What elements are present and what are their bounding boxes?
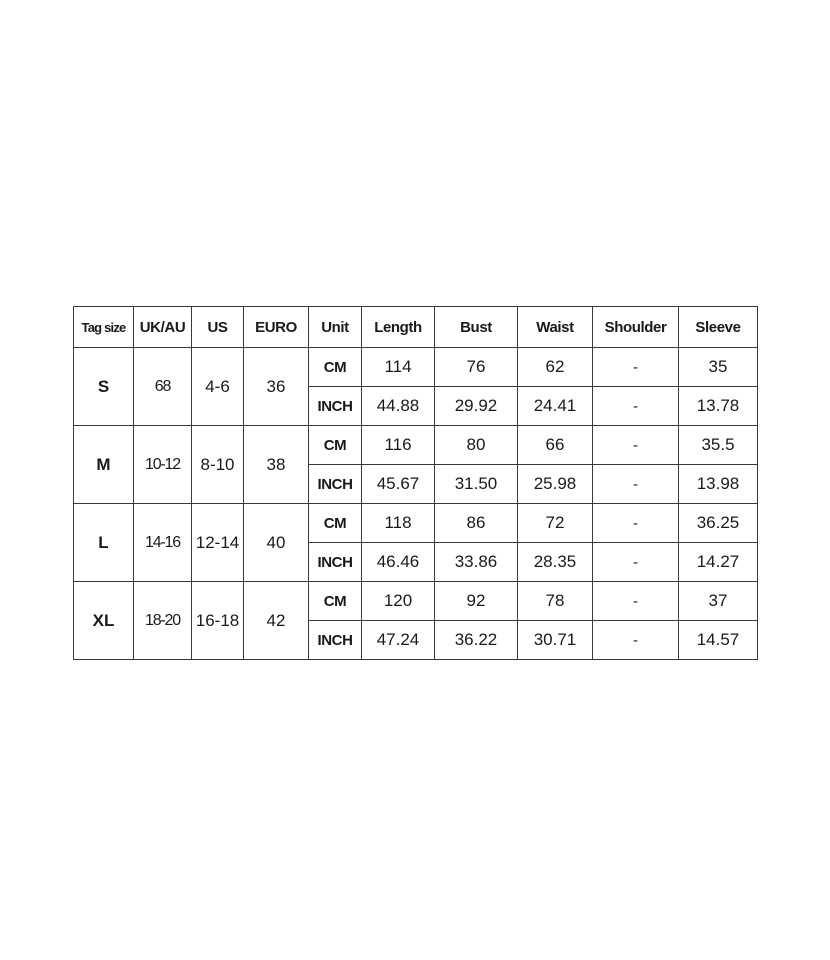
unit-cell: CM [309,426,362,465]
sleeve-cell: 35 [679,348,758,387]
table-header [74,307,758,348]
table-body [74,348,758,660]
us-cell: 16-18 [192,582,244,660]
bust-cell: 31.50 [435,465,518,504]
bust-cell: 76 [435,348,518,387]
shoulder-cell: - [593,543,679,582]
sleeve-cell: 35.5 [679,426,758,465]
tag-size-cell: XL [74,582,134,660]
header-bust: Bust [435,307,518,348]
tag-size-cell: L [74,504,134,582]
shoulder-cell: - [593,426,679,465]
shoulder-cell: - [593,582,679,621]
waist-cell: 62 [518,348,593,387]
unit-cell: INCH [309,621,362,660]
shoulder-cell: - [593,465,679,504]
unit-cell: CM [309,504,362,543]
unit-cell: INCH [309,543,362,582]
waist-cell: 28.35 [518,543,593,582]
header-row [74,307,758,348]
waist-cell: 78 [518,582,593,621]
euro-cell: 40 [244,504,309,582]
table-row [74,426,758,465]
length-cell: 46.46 [362,543,435,582]
unit-cell: INCH [309,387,362,426]
unit-cell: CM [309,582,362,621]
length-cell: 116 [362,426,435,465]
header-shoulder: Shoulder [593,307,679,348]
unit-cell: INCH [309,465,362,504]
sleeve-cell: 14.27 [679,543,758,582]
header-us: US [192,307,244,348]
waist-cell: 25.98 [518,465,593,504]
us-cell: 8-10 [192,426,244,504]
waist-cell: 24.41 [518,387,593,426]
waist-cell: 30.71 [518,621,593,660]
header-euro: EURO [244,307,309,348]
bust-cell: 92 [435,582,518,621]
header-length: Length [362,307,435,348]
shoulder-cell: - [593,348,679,387]
table-row [74,348,758,387]
header-uk-au: UK/AU [134,307,192,348]
tag-size-cell: S [74,348,134,426]
header-tag-size: Tag size [74,307,134,348]
tag-size-cell: M [74,426,134,504]
length-cell: 45.67 [362,465,435,504]
shoulder-cell: - [593,621,679,660]
bust-cell: 33.86 [435,543,518,582]
sleeve-cell: 37 [679,582,758,621]
table-row [74,582,758,621]
waist-cell: 72 [518,504,593,543]
sleeve-cell: 14.57 [679,621,758,660]
waist-cell: 66 [518,426,593,465]
uk-au-cell: 68 [134,348,192,426]
length-cell: 44.88 [362,387,435,426]
unit-cell: CM [309,348,362,387]
header-sleeve: Sleeve [679,307,758,348]
euro-cell: 38 [244,426,309,504]
bust-cell: 86 [435,504,518,543]
us-cell: 12-14 [192,504,244,582]
us-cell: 4-6 [192,348,244,426]
sleeve-cell: 13.78 [679,387,758,426]
length-cell: 114 [362,348,435,387]
sleeve-cell: 36.25 [679,504,758,543]
length-cell: 120 [362,582,435,621]
table-row [74,504,758,543]
sleeve-cell: 13.98 [679,465,758,504]
bust-cell: 29.92 [435,387,518,426]
size-chart-table [73,306,758,660]
length-cell: 47.24 [362,621,435,660]
header-waist: Waist [518,307,593,348]
shoulder-cell: - [593,387,679,426]
euro-cell: 42 [244,582,309,660]
uk-au-cell: 14-16 [134,504,192,582]
shoulder-cell: - [593,504,679,543]
bust-cell: 80 [435,426,518,465]
euro-cell: 36 [244,348,309,426]
uk-au-cell: 10-12 [134,426,192,504]
header-unit: Unit [309,307,362,348]
uk-au-cell: 18-20 [134,582,192,660]
length-cell: 118 [362,504,435,543]
bust-cell: 36.22 [435,621,518,660]
